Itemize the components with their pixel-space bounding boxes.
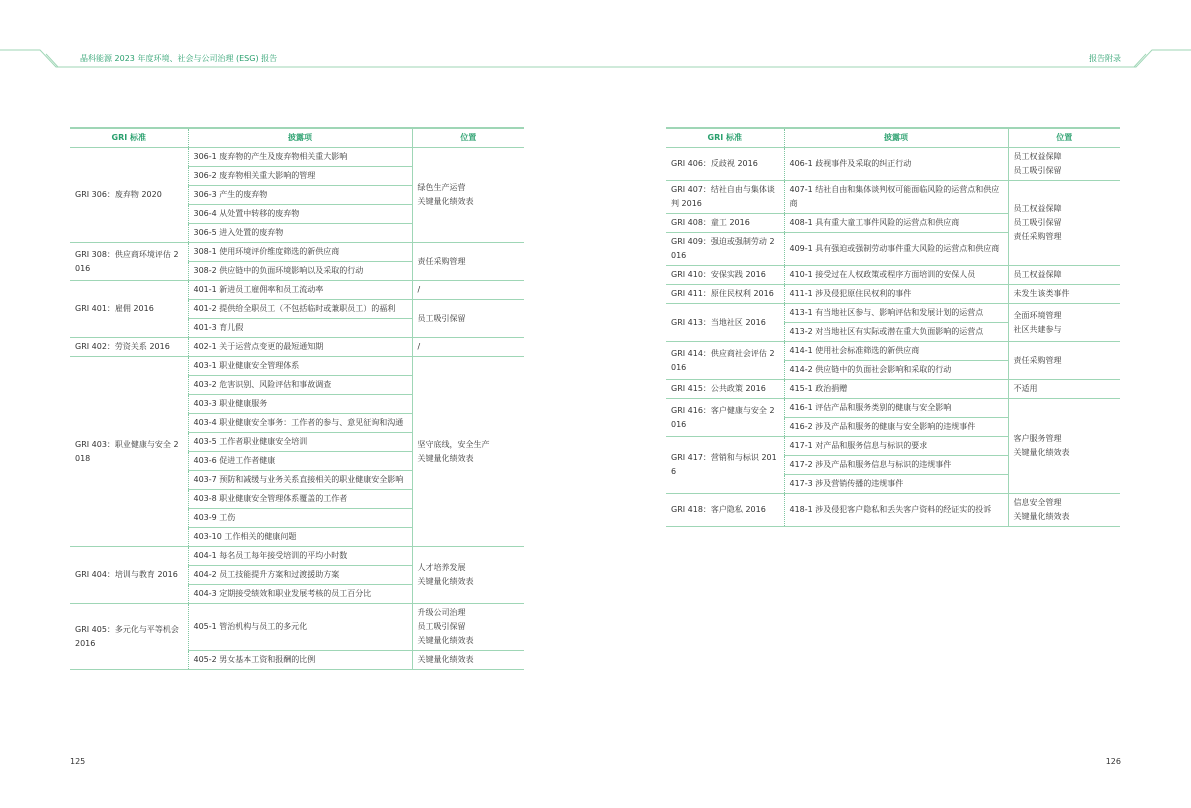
disclosure-cell: 413-1 有当地社区参与、影响评估和发展计划的运营点 xyxy=(784,304,1008,323)
disclosure-cell: 401-3 育儿假 xyxy=(188,319,412,338)
col-header-location: 位置 xyxy=(412,128,524,148)
disclosure-cell: 403-1 职业健康安全管理体系 xyxy=(188,357,412,376)
table-row xyxy=(666,181,1120,214)
table-row xyxy=(666,266,1120,285)
location-cell: 责任采购管理 xyxy=(1008,342,1120,380)
location-cell: 员工权益保障 xyxy=(1008,266,1120,285)
gri-standard-cell: GRI 402：劳资关系 2016 xyxy=(70,338,188,357)
report-title: 晶科能源 2023 年度环境、社会与公司治理 (ESG) 报告 xyxy=(80,54,278,63)
table-header-row xyxy=(666,128,1120,148)
disclosure-cell: 402-1 关于运营点变更的最短通知期 xyxy=(188,338,412,357)
disclosure-cell: 403-4 职业健康安全事务：工作者的参与、意见征询和沟通 xyxy=(188,414,412,433)
disclosure-cell: 417-2 涉及产品和服务信息与标识的违规事件 xyxy=(784,456,1008,475)
disclosure-cell: 405-2 男女基本工资和报酬的比例 xyxy=(188,651,412,670)
col-header-location: 位置 xyxy=(1008,128,1120,148)
col-header-disclosure: 披露项 xyxy=(784,128,1008,148)
disclosure-cell: 403-3 职业健康服务 xyxy=(188,395,412,414)
disclosure-cell: 306-1 废弃物的产生及废弃物相关重大影响 xyxy=(188,148,412,167)
location-cell: 未发生该类事件 xyxy=(1008,285,1120,304)
location-cell: 员工吸引保留 xyxy=(412,300,524,338)
gri-index-table-left xyxy=(70,127,524,670)
gri-standard-cell: GRI 308：供应商环境评估 2016 xyxy=(70,243,188,281)
disclosure-cell: 414-1 使用社会标准筛选的新供应商 xyxy=(784,342,1008,361)
disclosure-cell: 404-3 定期接受绩效和职业发展考核的员工百分比 xyxy=(188,585,412,604)
gri-standard-cell: GRI 405：多元化与平等机会 2016 xyxy=(70,604,188,670)
page-number-right: 126 xyxy=(1105,757,1121,766)
disclosure-cell: 306-3 产生的废弃物 xyxy=(188,186,412,205)
gri-standard-cell: GRI 406：反歧视 2016 xyxy=(666,148,784,181)
disclosure-cell: 403-2 危害识别、风险评估和事故调查 xyxy=(188,376,412,395)
disclosure-cell: 409-1 具有强迫或强制劳动事件重大风险的运营点和供应商 xyxy=(784,233,1008,266)
disclosure-cell: 308-2 供应链中的负面环境影响以及采取的行动 xyxy=(188,262,412,281)
gri-standard-cell: GRI 403：职业健康与安全 2018 xyxy=(70,357,188,547)
table-row xyxy=(70,338,524,357)
gri-standard-cell: GRI 408：童工 2016 xyxy=(666,214,784,233)
location-cell: / xyxy=(412,338,524,357)
location-cell: 绿色生产运营 关键量化绩效表 xyxy=(412,148,524,243)
disclosure-cell: 403-10 工作相关的健康问题 xyxy=(188,528,412,547)
disclosure-cell: 407-1 结社自由和集体谈判权可能面临风险的运营点和供应商 xyxy=(784,181,1008,214)
table-row xyxy=(666,380,1120,399)
disclosure-cell: 404-1 每名员工每年接受培训的平均小时数 xyxy=(188,547,412,566)
disclosure-cell: 416-2 涉及产品和服务的健康与安全影响的违规事件 xyxy=(784,418,1008,437)
table-row xyxy=(70,148,524,167)
disclosure-cell: 401-2 提供给全职员工（不包括临时或兼职员工）的福利 xyxy=(188,300,412,319)
gri-standard-cell: GRI 418：客户隐私 2016 xyxy=(666,494,784,527)
disclosure-cell: 418-1 涉及侵犯客户隐私和丢失客户资料的经证实的投诉 xyxy=(784,494,1008,527)
page-number-left: 125 xyxy=(70,757,86,766)
table-row xyxy=(70,357,524,376)
gri-standard-cell: GRI 416：客户健康与安全 2016 xyxy=(666,399,784,437)
table-row xyxy=(70,281,524,300)
location-cell: 客户服务管理 关键量化绩效表 xyxy=(1008,399,1120,494)
header-decoration xyxy=(0,0,1191,80)
gri-standard-cell: GRI 413：当地社区 2016 xyxy=(666,304,784,342)
table-row xyxy=(666,342,1120,361)
col-header-disclosure: 披露项 xyxy=(188,128,412,148)
disclosure-cell: 401-1 新进员工雇佣率和员工流动率 xyxy=(188,281,412,300)
disclosure-cell: 306-5 进入处置的废弃物 xyxy=(188,224,412,243)
gri-standard-cell: GRI 414：供应商社会评估 2016 xyxy=(666,342,784,380)
col-header-standard: GRI 标准 xyxy=(666,128,784,148)
disclosure-cell: 417-3 涉及营销传播的违规事件 xyxy=(784,475,1008,494)
table-row xyxy=(70,243,524,262)
location-cell: 信息安全管理 关键量化绩效表 xyxy=(1008,494,1120,527)
section-title: 报告附录 xyxy=(1089,54,1121,63)
disclosure-cell: 405-1 管治机构与员工的多元化 xyxy=(188,604,412,651)
gri-standard-cell: GRI 410：安保实践 2016 xyxy=(666,266,784,285)
location-cell: 人才培养发展 关键量化绩效表 xyxy=(412,547,524,604)
location-cell: 不适用 xyxy=(1008,380,1120,399)
disclosure-cell: 411-1 涉及侵犯原住民权利的事件 xyxy=(784,285,1008,304)
disclosure-cell: 308-1 使用环境评价维度筛选的新供应商 xyxy=(188,243,412,262)
disclosure-cell: 403-5 工作者职业健康安全培训 xyxy=(188,433,412,452)
disclosure-cell: 306-4 从处置中转移的废弃物 xyxy=(188,205,412,224)
disclosure-cell: 414-2 供应链中的负面社会影响和采取的行动 xyxy=(784,361,1008,380)
gri-index-table-right xyxy=(666,127,1120,527)
gri-standard-cell: GRI 404：培训与教育 2016 xyxy=(70,547,188,604)
disclosure-cell: 413-2 对当地社区有实际或潜在重大负面影响的运营点 xyxy=(784,323,1008,342)
location-cell: 升级公司治理 员工吸引保留 关键量化绩效表 xyxy=(412,604,524,651)
gri-standard-cell: GRI 415：公共政策 2016 xyxy=(666,380,784,399)
col-header-standard: GRI 标准 xyxy=(70,128,188,148)
disclosure-cell: 306-2 废弃物相关重大影响的管理 xyxy=(188,167,412,186)
location-cell: 全面环境管理 社区共建参与 xyxy=(1008,304,1120,342)
location-cell: 员工权益保障 员工吸引保留 责任采购管理 xyxy=(1008,181,1120,266)
disclosure-cell: 403-7 预防和减缓与业务关系直接相关的职业健康安全影响 xyxy=(188,471,412,490)
disclosure-cell: 408-1 具有重大童工事件风险的运营点和供应商 xyxy=(784,214,1008,233)
table-row xyxy=(70,547,524,566)
location-cell: / xyxy=(412,281,524,300)
table-header-row xyxy=(70,128,524,148)
disclosure-cell: 403-6 促进工作者健康 xyxy=(188,452,412,471)
disclosure-cell: 403-9 工伤 xyxy=(188,509,412,528)
disclosure-cell: 417-1 对产品和服务信息与标识的要求 xyxy=(784,437,1008,456)
disclosure-cell: 406-1 歧视事件及采取的纠正行动 xyxy=(784,148,1008,181)
gri-standard-cell: GRI 306：废弃物 2020 xyxy=(70,148,188,243)
disclosure-cell: 404-2 员工技能提升方案和过渡援助方案 xyxy=(188,566,412,585)
table-row xyxy=(666,148,1120,181)
table-row xyxy=(666,399,1120,418)
table-row xyxy=(70,604,524,651)
gri-standard-cell: GRI 417：营销和与标识 2016 xyxy=(666,437,784,494)
gri-standard-cell: GRI 407：结社自由与集体谈判 2016 xyxy=(666,181,784,214)
disclosure-cell: 403-8 职业健康安全管理体系覆盖的工作者 xyxy=(188,490,412,509)
table-row xyxy=(666,285,1120,304)
location-cell: 坚守底线，安全生产 关键量化绩效表 xyxy=(412,357,524,547)
disclosure-cell: 416-1 评估产品和服务类别的健康与安全影响 xyxy=(784,399,1008,418)
gri-standard-cell: GRI 411：原住民权利 2016 xyxy=(666,285,784,304)
location-cell: 责任采购管理 xyxy=(412,243,524,281)
gri-standard-cell: GRI 401：雇佣 2016 xyxy=(70,281,188,338)
disclosure-cell: 415-1 政治捐赠 xyxy=(784,380,1008,399)
location-cell: 员工权益保障 员工吸引保留 xyxy=(1008,148,1120,181)
disclosure-cell: 410-1 接受过在人权政策或程序方面培训的安保人员 xyxy=(784,266,1008,285)
table-row xyxy=(666,304,1120,323)
gri-standard-cell: GRI 409：强迫或强制劳动 2016 xyxy=(666,233,784,266)
location-cell: 关键量化绩效表 xyxy=(412,651,524,670)
table-row xyxy=(666,494,1120,527)
